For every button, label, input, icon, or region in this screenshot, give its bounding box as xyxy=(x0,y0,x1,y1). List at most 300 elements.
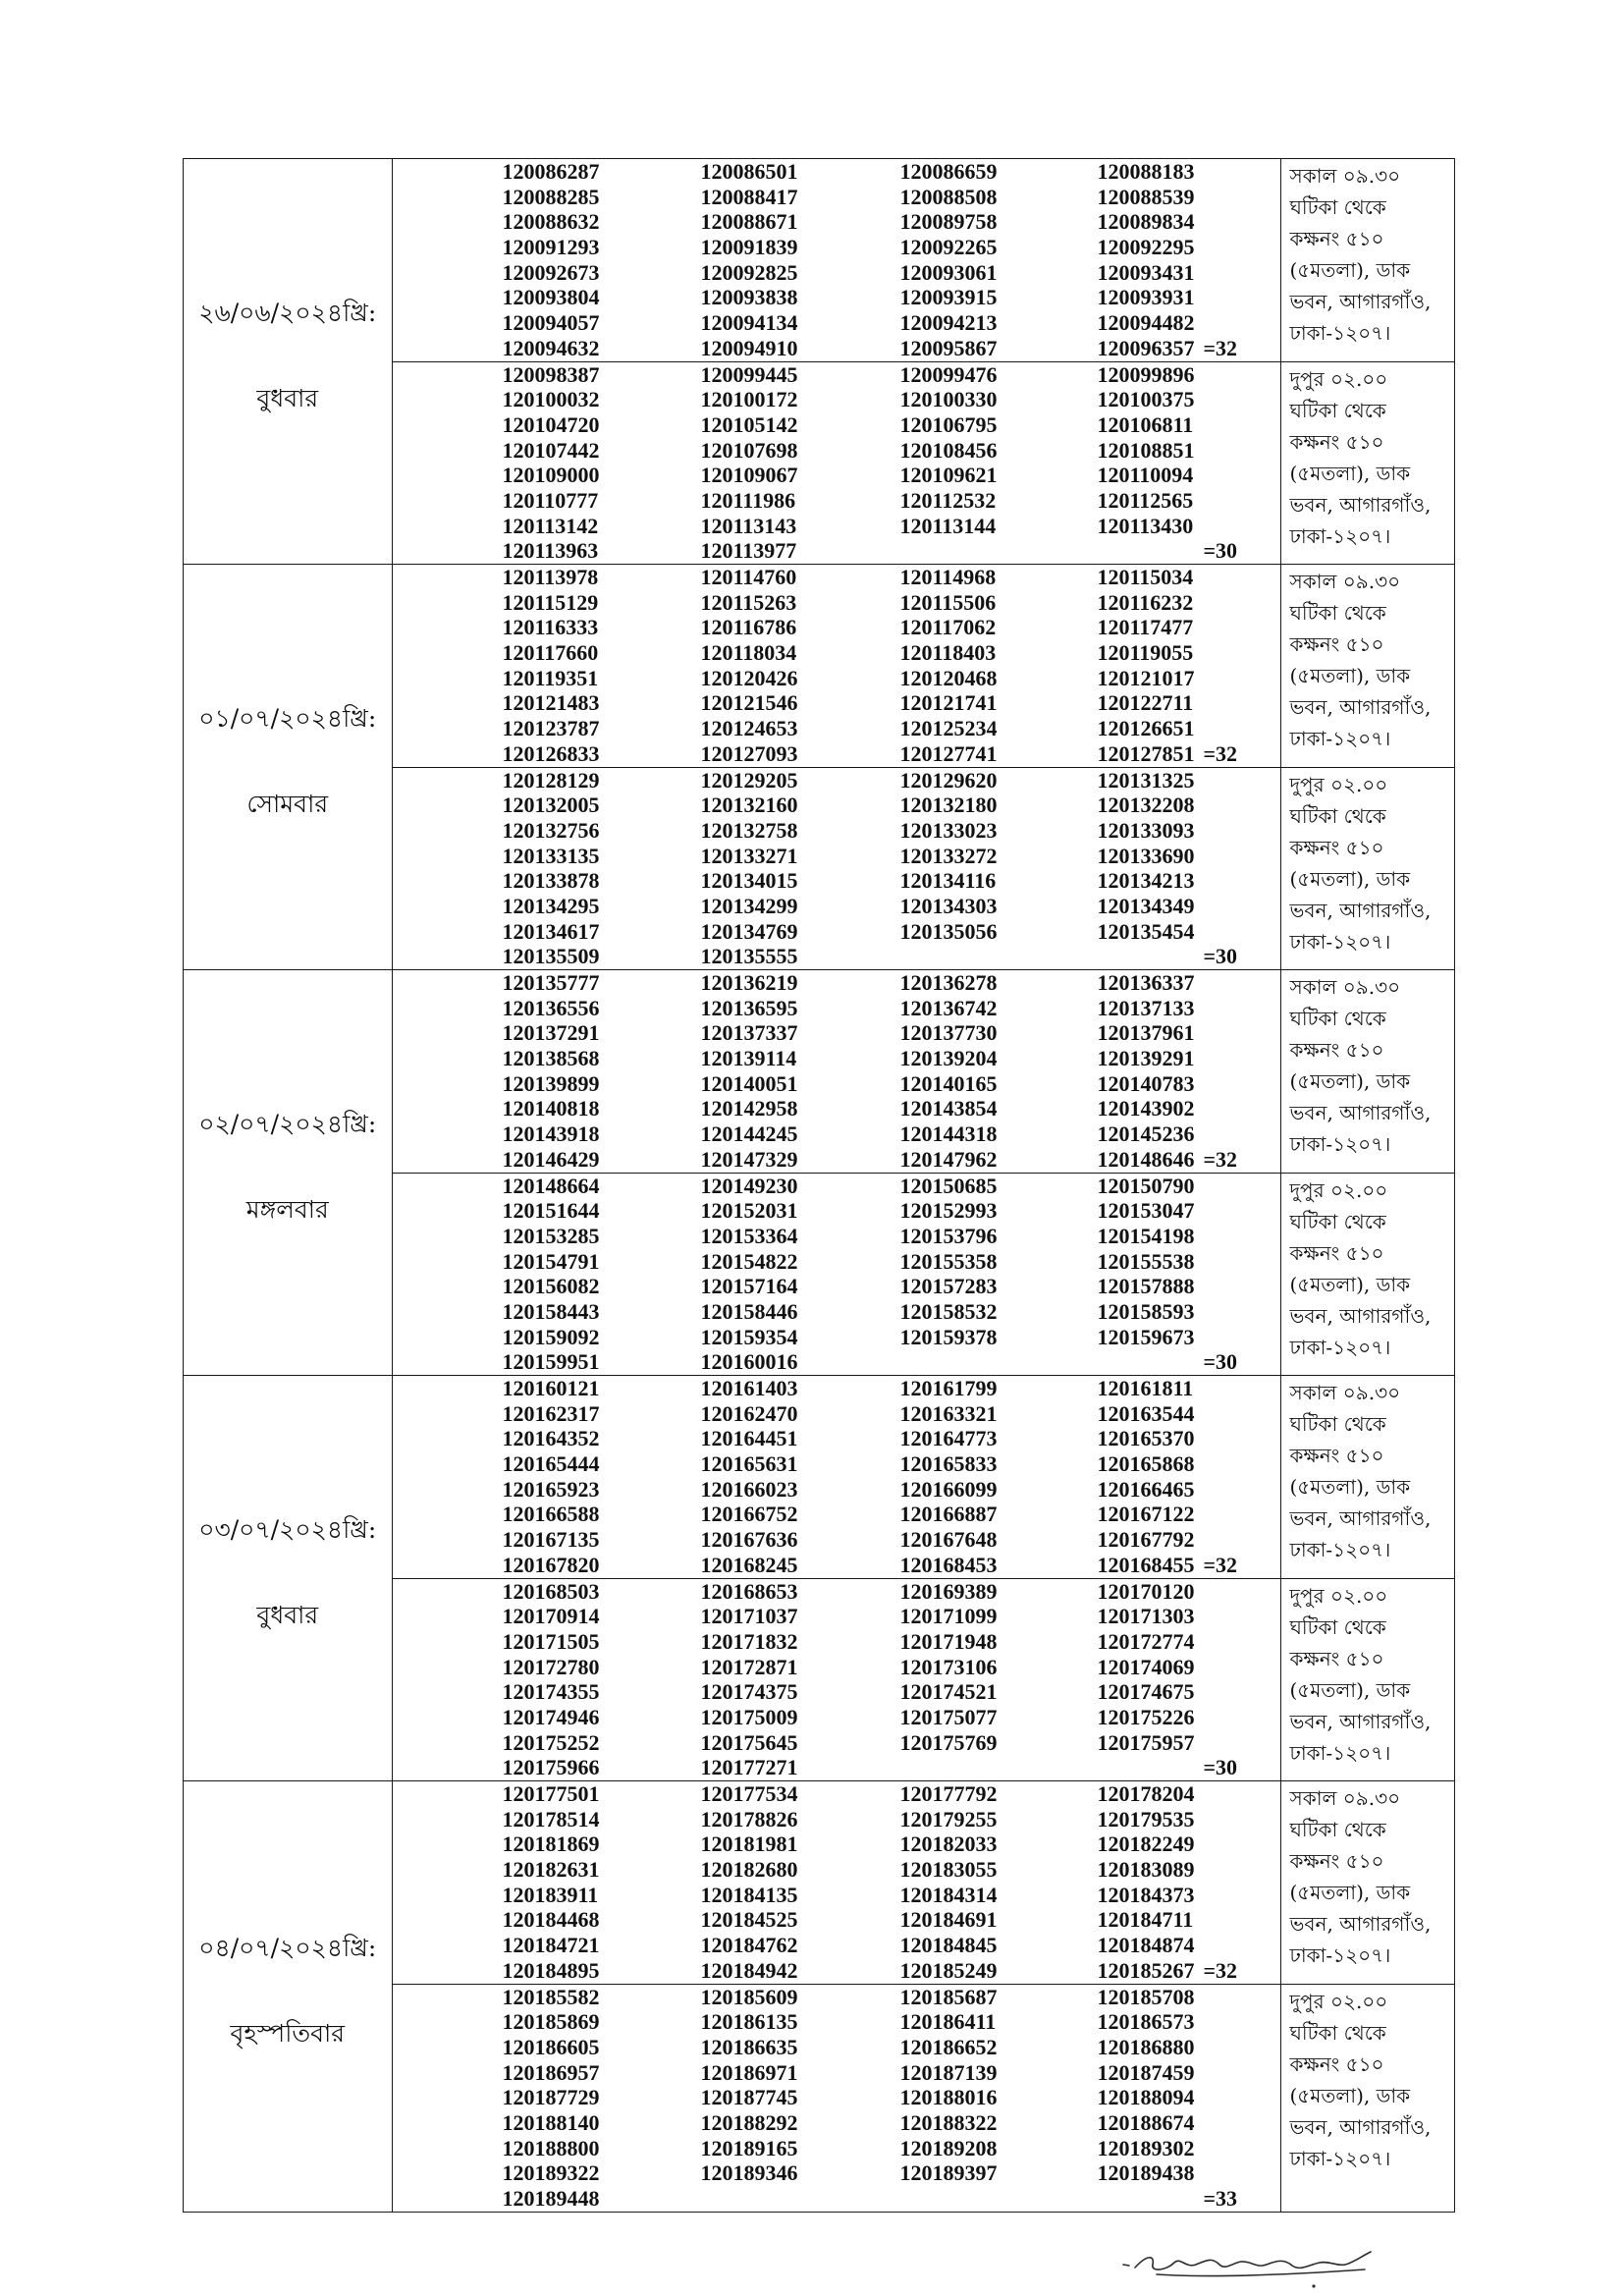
roll-number: 120153796 xyxy=(899,1223,998,1248)
roll-number: 120134213 xyxy=(1097,868,1195,894)
time-venue-line: ঘটিকা থেকে xyxy=(1289,398,1386,422)
session-total: =32 xyxy=(1203,1146,1238,1172)
date-cell xyxy=(184,1781,393,2212)
roll-number: 120121017 xyxy=(1097,665,1195,690)
roll-number: 120175252 xyxy=(502,1729,600,1755)
roll-number: 120100172 xyxy=(700,387,798,412)
time-venue-line: ভবন, আগারগাঁও, xyxy=(1289,1912,1432,1936)
roll-number-list xyxy=(393,1985,1281,2212)
roll-number: 120166887 xyxy=(899,1502,998,1527)
roll-number: 120134299 xyxy=(700,893,798,918)
roll-number: 120115506 xyxy=(899,589,997,615)
session xyxy=(393,1578,1455,1781)
roll-number: 120159092 xyxy=(502,1324,600,1349)
roll-number: 120168653 xyxy=(700,1578,798,1604)
handwritten-signature xyxy=(1117,2239,1382,2290)
roll-number: 120107442 xyxy=(502,437,600,463)
roll-number: 120171037 xyxy=(700,1604,798,1629)
session-total: =30 xyxy=(1203,538,1238,564)
time-venue-line: ঘটিকা থেকে xyxy=(1289,1007,1386,1030)
roll-number: 120183911 xyxy=(502,1882,599,1907)
roll-number: 120132208 xyxy=(1097,793,1195,818)
roll-number: 120161811 xyxy=(1097,1376,1194,1400)
roll-number: 120104720 xyxy=(502,411,600,437)
roll-number: 120169389 xyxy=(899,1578,998,1604)
time-venue-line: কক্ষনং ৫১০ xyxy=(1289,1038,1384,1062)
roll-number: 120182249 xyxy=(1097,1831,1195,1857)
roll-row xyxy=(503,590,1280,616)
roll-number-list xyxy=(393,1174,1281,1376)
roll-number: 120184314 xyxy=(899,1882,998,1907)
roll-number: 120134303 xyxy=(899,893,998,918)
roll-number: 120168503 xyxy=(502,1578,600,1604)
roll-number: 120166588 xyxy=(502,1502,600,1527)
roll-number: 120189346 xyxy=(700,2160,798,2186)
exam-day: সোমবার xyxy=(246,790,329,818)
roll-row xyxy=(503,666,1280,691)
roll-number: 120146429 xyxy=(502,1146,600,1172)
roll-number: 120162317 xyxy=(502,1400,600,1426)
session xyxy=(393,1781,1455,1984)
time-venue-line: ঢাকা-১২০৭। xyxy=(1289,1132,1391,1156)
roll-number: 120181869 xyxy=(502,1831,600,1857)
roll-number: 120135056 xyxy=(899,918,998,944)
roll-row xyxy=(503,387,1280,412)
exam-date: ০৩/০৭/২০২৪খ্রি: xyxy=(198,1515,377,1544)
session-total: =33 xyxy=(1203,2186,1238,2211)
roll-number: 120167792 xyxy=(1097,1527,1195,1553)
session-total: =30 xyxy=(1203,1349,1238,1375)
roll-number: 120175957 xyxy=(1097,1729,1195,1755)
time-venue-line: (৫মতলা), ডাক xyxy=(1289,2083,1411,2107)
date-group xyxy=(184,564,1454,969)
time-venue-line: ভবন, আগারগাঁও, xyxy=(1289,898,1432,922)
time-venue-line: ঢাকা-১২০৭। xyxy=(1289,727,1391,750)
roll-number: 120140783 xyxy=(1097,1070,1195,1096)
roll-number: 120099896 xyxy=(1097,361,1195,387)
roll-number: 120174946 xyxy=(502,1704,600,1729)
roll-number: 120110777 xyxy=(502,487,599,513)
roll-number: 120142958 xyxy=(700,1096,798,1121)
time-venue-line: (৫মতলা), ডাক xyxy=(1289,258,1411,282)
roll-row xyxy=(503,868,1280,894)
time-venue xyxy=(1281,565,1455,767)
roll-number: 120128129 xyxy=(502,767,600,793)
roll-number: 120165631 xyxy=(700,1451,798,1477)
roll-number: 120132180 xyxy=(899,793,998,818)
time-venue xyxy=(1281,1579,1455,1781)
roll-number: 120109067 xyxy=(700,463,798,488)
time-venue-line: কক্ষনং ৫১০ xyxy=(1289,2051,1384,2076)
roll-number: 120134295 xyxy=(502,893,600,918)
roll-row xyxy=(503,1933,1280,1958)
time-venue-line: ভবন, আগারগাঁও, xyxy=(1289,492,1432,517)
roll-number: 120135509 xyxy=(502,944,600,969)
empty-cell xyxy=(900,944,1098,969)
roll-number: 120094057 xyxy=(502,310,600,336)
roll-number: 120112565 xyxy=(1097,487,1194,513)
session xyxy=(393,767,1455,970)
time-venue-line: ঢাকা-১২০৭। xyxy=(1289,1740,1391,1765)
roll-number: 120184845 xyxy=(899,1933,998,1958)
roll-number: 120186971 xyxy=(700,2059,798,2085)
roll-number: 120175645 xyxy=(700,1729,798,1755)
roll-number: 120166099 xyxy=(899,1476,998,1502)
roll-number-list xyxy=(393,565,1281,767)
roll-row xyxy=(503,1451,1280,1477)
session xyxy=(393,1173,1455,1376)
time-venue-line: (৫মতলা), ডাক xyxy=(1289,1677,1411,1702)
roll-number: 120155358 xyxy=(899,1248,998,1274)
roll-row xyxy=(503,2060,1280,2086)
roll-number: 120159951 xyxy=(502,1349,600,1375)
roll-number: 120113978 xyxy=(502,565,599,589)
date-group xyxy=(184,1780,1454,2212)
time-venue-line: সকাল ০৯.৩০ xyxy=(1289,164,1401,188)
roll-number: 120137961 xyxy=(1097,1020,1195,1046)
roll-number: 120185267 xyxy=(1097,1957,1195,1983)
roll-number: 120153047 xyxy=(1097,1198,1195,1224)
roll-row xyxy=(503,1401,1280,1427)
session xyxy=(393,361,1455,565)
roll-number: 120188140 xyxy=(502,2109,600,2135)
time-venue xyxy=(1281,1985,1455,2212)
roll-number: 120166465 xyxy=(1097,1476,1195,1502)
roll-row xyxy=(503,1174,1280,1199)
empty-cell xyxy=(1098,1349,1204,1375)
roll-number: 120136556 xyxy=(502,995,600,1020)
roll-number: 120136337 xyxy=(1097,970,1195,995)
roll-number: 120133093 xyxy=(1097,817,1195,843)
roll-number: 120175077 xyxy=(899,1704,998,1729)
roll-number: 120178514 xyxy=(502,1806,600,1831)
roll-row xyxy=(503,944,1280,969)
roll-number: 120152993 xyxy=(899,1198,998,1224)
roll-number: 120156082 xyxy=(502,1274,600,1299)
roll-number: 120186605 xyxy=(502,2034,600,2059)
roll-number-list xyxy=(393,1376,1281,1578)
roll-number: 120117660 xyxy=(502,640,599,666)
roll-row xyxy=(503,185,1280,210)
roll-number: 120184895 xyxy=(502,1957,600,1983)
exam-day: বুধবার xyxy=(256,1601,319,1629)
exam-day: মঙ্গলবার xyxy=(245,1195,329,1224)
date-group xyxy=(184,159,1454,564)
roll-row xyxy=(503,336,1280,361)
roll-number: 120186652 xyxy=(899,2034,998,2059)
time-venue-line: ঘটিকা থেকে xyxy=(1289,1209,1386,1233)
time-venue-line: ভবন, আগারগাঁও, xyxy=(1289,2114,1432,2139)
time-venue-line: ঢাকা-১২০৭। xyxy=(1289,523,1391,548)
time-venue-line: (৫মতলা), ডাক xyxy=(1289,1272,1411,1296)
exam-schedule-table xyxy=(183,158,1455,2213)
roll-number: 120086659 xyxy=(899,159,998,184)
roll-number: 120172780 xyxy=(502,1654,600,1679)
roll-number: 120163544 xyxy=(1097,1400,1195,1426)
roll-row xyxy=(503,1046,1280,1071)
roll-number: 120147329 xyxy=(700,1146,798,1172)
roll-row xyxy=(503,1831,1280,1857)
date-cell xyxy=(184,565,393,969)
roll-number: 120153285 xyxy=(502,1223,600,1248)
roll-number: 120185869 xyxy=(502,2009,600,2035)
roll-number: 120143854 xyxy=(899,1096,998,1121)
roll-number: 120109621 xyxy=(899,463,998,488)
roll-number: 120182631 xyxy=(502,1857,600,1883)
roll-number: 120167820 xyxy=(502,1552,600,1577)
roll-number: 120171832 xyxy=(700,1628,798,1654)
roll-number: 120182680 xyxy=(700,1857,798,1883)
roll-row xyxy=(503,1477,1280,1503)
roll-number: 120115034 xyxy=(1097,565,1194,589)
session-total: =30 xyxy=(1203,944,1238,969)
roll-number: 120088508 xyxy=(899,184,998,209)
roll-row xyxy=(503,1527,1280,1553)
roll-number: 120117062 xyxy=(899,615,997,640)
roll-number: 120095867 xyxy=(899,335,998,360)
roll-number: 120121483 xyxy=(502,690,600,716)
time-venue-line: ঢাকা-১২০৭। xyxy=(1289,1943,1391,1967)
roll-number: 120159673 xyxy=(1097,1324,1195,1349)
roll-number: 120120468 xyxy=(899,665,998,690)
roll-row xyxy=(503,1274,1280,1299)
time-venue-line: ভবন, আগারগাঁও, xyxy=(1289,1709,1432,1733)
time-venue-line: (৫মতলা), ডাক xyxy=(1289,461,1411,485)
roll-row xyxy=(503,1781,1280,1807)
time-venue-line: কক্ষনং ৫১০ xyxy=(1289,429,1384,454)
roll-number-list xyxy=(393,970,1281,1173)
roll-number: 120139114 xyxy=(700,1046,797,1071)
roll-number: 120158532 xyxy=(899,1298,998,1324)
roll-number: 120187745 xyxy=(700,2085,798,2110)
roll-number-list xyxy=(393,768,1281,970)
roll-row xyxy=(503,1325,1280,1350)
roll-number: 120109000 xyxy=(502,463,600,488)
roll-number: 120110094 xyxy=(1097,463,1194,488)
roll-number: 120153364 xyxy=(700,1223,798,1248)
roll-number: 120121741 xyxy=(899,690,998,716)
roll-row xyxy=(503,2186,1280,2212)
roll-number: 120116333 xyxy=(502,615,599,640)
empty-cell xyxy=(701,2186,900,2212)
roll-number: 120158443 xyxy=(502,1298,600,1324)
date-group xyxy=(184,969,1454,1375)
time-venue-line: কক্ষনং ৫১০ xyxy=(1289,632,1384,656)
empty-cell xyxy=(1098,1755,1204,1780)
roll-number: 120114760 xyxy=(700,565,797,589)
roll-number: 120086501 xyxy=(700,159,798,184)
roll-number: 120127093 xyxy=(700,740,798,766)
roll-row xyxy=(503,209,1280,235)
roll-number: 120186411 xyxy=(899,2009,997,2035)
roll-row xyxy=(503,1730,1280,1756)
session xyxy=(393,159,1455,361)
roll-number: 120181981 xyxy=(700,1831,798,1857)
roll-row xyxy=(503,538,1280,564)
time-venue-line: দুপুর ০২.০০ xyxy=(1289,1989,1388,2013)
sessions xyxy=(393,159,1455,564)
roll-row xyxy=(503,1807,1280,1832)
roll-number-list xyxy=(393,159,1281,361)
roll-number: 120093061 xyxy=(899,259,998,285)
roll-row xyxy=(503,1121,1280,1147)
session xyxy=(393,1376,1455,1578)
time-venue-line: (৫মতলা), ডাক xyxy=(1289,866,1411,891)
roll-number: 120189302 xyxy=(1097,2135,1195,2160)
roll-number: 120112532 xyxy=(899,487,997,513)
roll-number: 120118034 xyxy=(700,640,797,666)
roll-number: 120157164 xyxy=(700,1274,798,1299)
roll-number: 120163321 xyxy=(899,1400,998,1426)
roll-number: 120154791 xyxy=(502,1248,600,1274)
time-venue-line: ঢাকা-১২০৭। xyxy=(1289,321,1391,345)
roll-number: 120187459 xyxy=(1097,2059,1195,2085)
session-total: =30 xyxy=(1203,1755,1238,1780)
roll-number: 120134617 xyxy=(502,918,600,944)
roll-number: 120168453 xyxy=(899,1552,998,1577)
roll-number: 120134769 xyxy=(700,918,798,944)
roll-number: 120175966 xyxy=(502,1755,600,1780)
roll-number: 120189438 xyxy=(1097,2160,1195,2186)
roll-number: 120179535 xyxy=(1097,1806,1195,1831)
roll-row xyxy=(503,1985,1280,2010)
roll-number: 120189397 xyxy=(899,2160,998,2186)
time-venue-line: ঘটিকা থেকে xyxy=(1289,1412,1386,1436)
session xyxy=(393,565,1455,767)
roll-number: 120143902 xyxy=(1097,1096,1195,1121)
roll-number: 120184721 xyxy=(502,1933,600,1958)
roll-number: 120133272 xyxy=(899,843,998,868)
time-venue-line: ভবন, আগারগাঁও, xyxy=(1289,1303,1432,1328)
roll-number: 120188674 xyxy=(1097,2109,1195,2135)
roll-number: 120115263 xyxy=(700,589,797,615)
roll-number: 120184942 xyxy=(700,1957,798,1983)
roll-number: 120093915 xyxy=(899,285,998,310)
time-venue-line: ভবন, আগারগাঁও, xyxy=(1289,695,1432,719)
roll-number: 120165833 xyxy=(899,1451,998,1477)
roll-number: 120127851 xyxy=(1097,740,1195,766)
roll-number: 120092673 xyxy=(502,259,600,285)
time-venue-line: ঘটিকা থেকে xyxy=(1289,1614,1386,1639)
roll-row xyxy=(503,1426,1280,1451)
roll-number: 120088671 xyxy=(700,209,798,235)
roll-number: 120183089 xyxy=(1097,1857,1195,1883)
roll-row xyxy=(503,690,1280,716)
roll-row xyxy=(503,640,1280,666)
roll-number: 120177792 xyxy=(899,1781,998,1806)
roll-number: 120111986 xyxy=(700,487,796,513)
roll-row xyxy=(503,1071,1280,1097)
roll-row xyxy=(503,1755,1280,1780)
roll-number: 120189208 xyxy=(899,2135,998,2160)
roll-number: 120167636 xyxy=(700,1527,798,1553)
time-venue-line: ভবন, আগারগাঁও, xyxy=(1289,1101,1432,1124)
roll-number: 120171303 xyxy=(1097,1604,1195,1629)
roll-number: 120165868 xyxy=(1097,1451,1195,1477)
roll-number: 120093838 xyxy=(700,285,798,310)
roll-row xyxy=(503,2160,1280,2186)
roll-number: 120137133 xyxy=(1097,995,1195,1020)
time-venue-line: ঢাকা-১২০৭। xyxy=(1289,1335,1391,1359)
time-venue xyxy=(1281,768,1455,970)
roll-number: 120129620 xyxy=(899,767,998,793)
roll-row xyxy=(503,1958,1280,1984)
exam-day: বুধবার xyxy=(256,384,319,412)
roll-number: 120088285 xyxy=(502,184,600,209)
roll-number: 120119055 xyxy=(1097,640,1194,666)
roll-number: 120185687 xyxy=(899,1984,998,2009)
roll-number: 120138568 xyxy=(502,1046,600,1071)
roll-row xyxy=(503,1553,1280,1578)
roll-number: 120119351 xyxy=(502,665,599,690)
roll-number: 120178826 xyxy=(700,1806,798,1831)
roll-row xyxy=(503,1349,1280,1375)
date-cell xyxy=(184,970,393,1375)
roll-number: 120113430 xyxy=(1097,513,1194,538)
roll-number: 120133023 xyxy=(899,817,998,843)
roll-number: 120188094 xyxy=(1097,2085,1195,2110)
roll-number: 120088632 xyxy=(502,209,600,235)
time-venue xyxy=(1281,1781,1455,1984)
session-total: =32 xyxy=(1203,740,1238,766)
time-venue-line: সকাল ০৯.৩০ xyxy=(1289,1381,1401,1404)
session xyxy=(393,970,1455,1173)
roll-number: 120133271 xyxy=(700,843,798,868)
roll-number: 120140051 xyxy=(700,1070,798,1096)
roll-number: 120188322 xyxy=(899,2109,998,2135)
roll-number: 120186957 xyxy=(502,2059,600,2085)
roll-number: 120170914 xyxy=(502,1604,600,1629)
roll-row xyxy=(503,615,1280,640)
time-venue-line: দুপুর ০২.০০ xyxy=(1289,366,1388,391)
roll-number: 120116786 xyxy=(700,615,797,640)
roll-number: 120121546 xyxy=(700,690,798,716)
roll-number: 120137291 xyxy=(502,1020,600,1046)
time-venue-line: ঘটিকা থেকে xyxy=(1289,195,1386,219)
roll-number: 120108456 xyxy=(899,437,998,463)
roll-number: 120179255 xyxy=(899,1806,998,1831)
time-venue xyxy=(1281,970,1455,1173)
roll-number: 120136595 xyxy=(700,995,798,1020)
roll-row xyxy=(503,2110,1280,2136)
roll-number: 120143918 xyxy=(502,1121,600,1147)
roll-row xyxy=(503,488,1280,514)
roll-number: 120125234 xyxy=(899,716,998,741)
roll-number: 120135555 xyxy=(700,944,798,969)
exam-date: ২৬/০৬/২০২৪খ্রি: xyxy=(198,299,377,327)
roll-row xyxy=(503,285,1280,310)
roll-number: 120092825 xyxy=(700,259,798,285)
roll-number: 120168455 xyxy=(1097,1552,1195,1577)
roll-number: 120172774 xyxy=(1097,1628,1195,1654)
roll-number: 120177271 xyxy=(700,1755,798,1780)
roll-number: 120157283 xyxy=(899,1274,998,1299)
roll-number: 120174375 xyxy=(700,1679,798,1705)
roll-row xyxy=(503,1249,1280,1275)
roll-number: 120177534 xyxy=(700,1781,798,1806)
roll-number: 120165444 xyxy=(502,1451,600,1477)
time-venue-line: ঢাকা-১২০৭। xyxy=(1289,2146,1391,2170)
roll-number: 120160016 xyxy=(700,1349,798,1375)
roll-row xyxy=(503,1907,1280,1933)
roll-row xyxy=(503,463,1280,488)
roll-number: 120113142 xyxy=(502,513,599,538)
roll-number: 120170120 xyxy=(1097,1578,1195,1604)
roll-number: 120117477 xyxy=(1097,615,1194,640)
time-venue-line: কক্ষনং ৫১০ xyxy=(1289,1849,1384,1873)
roll-number: 120159378 xyxy=(899,1324,998,1349)
roll-number: 120113963 xyxy=(502,538,599,564)
